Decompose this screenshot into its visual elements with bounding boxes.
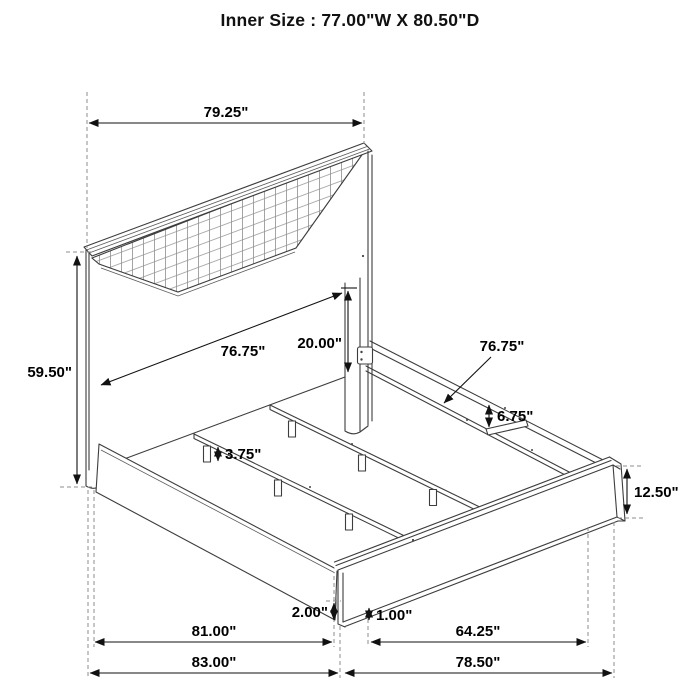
label-headboard-height: 59.50" bbox=[27, 364, 72, 381]
label-headboard-width: 79.25" bbox=[203, 104, 249, 121]
support-leg bbox=[430, 490, 437, 506]
support-leg bbox=[359, 455, 366, 471]
label-panel-height: 20.00" bbox=[297, 335, 342, 352]
inner-support-rail bbox=[366, 366, 596, 490]
headboard-left-leg bbox=[86, 250, 99, 488]
support-legs bbox=[204, 421, 437, 530]
screw-dot bbox=[351, 443, 353, 445]
support-leg bbox=[275, 480, 282, 496]
label-headboard-inner-width: 76.75" bbox=[220, 343, 266, 360]
label-support-leg-height: 3.75" bbox=[225, 446, 262, 463]
label-rail-height: 12.50" bbox=[634, 484, 679, 501]
support-leg bbox=[204, 446, 211, 462]
screw-dot bbox=[412, 539, 414, 541]
screw-dot bbox=[531, 449, 533, 451]
headboard-right-edge bbox=[368, 151, 372, 425]
label-rail-span: 78.50" bbox=[455, 654, 501, 671]
screw-dot bbox=[362, 255, 364, 257]
footboard bbox=[334, 457, 625, 627]
label-footboard-span: 64.25" bbox=[455, 623, 501, 640]
label-side-rail-offset: 6.75" bbox=[497, 408, 534, 425]
headboard-bottom-edge bbox=[100, 377, 345, 468]
label-overall-depth: 83.00" bbox=[191, 654, 237, 671]
screw-dot bbox=[466, 419, 468, 421]
quilted-panel bbox=[92, 152, 364, 292]
support-leg bbox=[289, 421, 296, 437]
label-inner-length: 81.00" bbox=[191, 623, 237, 640]
support-leg bbox=[346, 514, 353, 530]
rail-bracket bbox=[358, 347, 373, 364]
label-footboard-clearance: 2.00" bbox=[291, 604, 328, 621]
label-slat-rail-length: 76.75" bbox=[479, 338, 525, 355]
label-rail-clearance: 1.00" bbox=[376, 607, 413, 624]
dim-rail-length-leader bbox=[444, 357, 491, 403]
page-title: Inner Size : 77.00"W X 80.50"D bbox=[220, 10, 480, 30]
center-rail-2 bbox=[270, 405, 490, 516]
near-side-rail bbox=[96, 444, 338, 620]
headboard bbox=[84, 143, 372, 488]
screw-dot bbox=[309, 486, 311, 488]
far-side-rail bbox=[370, 341, 611, 468]
